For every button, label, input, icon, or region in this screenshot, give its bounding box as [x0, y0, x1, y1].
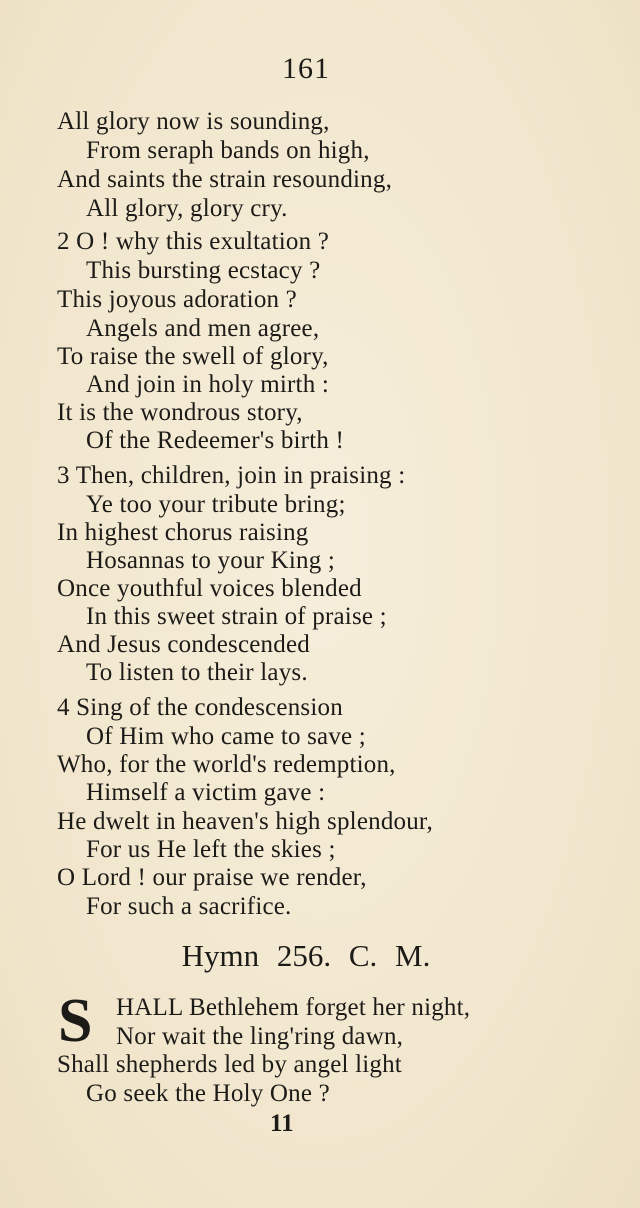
verse-line: All glory, glory cry.	[86, 195, 288, 222]
verse-line: For such a sacrifice.	[86, 893, 292, 920]
verse-line: To raise the swell of glory,	[57, 343, 329, 370]
hymn-title: Hymn 256. C. M.	[181, 938, 431, 973]
verse-line: And join in holy mirth :	[86, 371, 329, 398]
verse-line: This bursting ecstacy ?	[86, 257, 321, 284]
drop-cap: S	[58, 987, 93, 1055]
verse-line: Go seek the Holy One ?	[86, 1080, 330, 1107]
verse-line: Hosannas to your King ;	[86, 547, 336, 574]
verse-line: And saints the strain resounding,	[57, 166, 393, 193]
verse-line: This joyous adoration ?	[57, 286, 297, 313]
verse-line: Once youthful voices blended	[57, 575, 362, 602]
verse-line: And Jesus condescended	[57, 631, 310, 658]
verse-line: Shall shepherds led by angel light	[57, 1051, 402, 1078]
signature-mark: 11	[270, 1110, 294, 1137]
stanza-4-first-line: 4 Sing of the condescension	[57, 694, 343, 721]
verse-line: All glory now is sounding,	[57, 108, 330, 135]
verse-line: He dwelt in heaven's high splendour,	[57, 808, 433, 835]
stanza-2-first-line: 2 O ! why this exultation ?	[57, 228, 330, 255]
verse-line: In this sweet strain of praise ;	[86, 603, 387, 630]
verse-line: Himself a victim gave :	[86, 779, 326, 806]
verse-line: O Lord ! our praise we render,	[57, 864, 367, 891]
verse-line: HALL Bethlehem forget her night,	[116, 994, 471, 1021]
verse-line: Nor wait the ling'ring dawn,	[116, 1023, 404, 1050]
page-number: 161	[282, 52, 330, 85]
verse-line: From seraph bands on high,	[86, 137, 370, 164]
verse-line: To listen to their lays.	[86, 659, 308, 686]
verse-line: Of the Redeemer's birth !	[86, 427, 345, 454]
verse-line: It is the wondrous story,	[57, 399, 303, 426]
stanza-3-first-line: 3 Then, children, join in praising :	[57, 462, 406, 489]
verse-line: Of Him who came to save ;	[86, 723, 366, 750]
verse-line: For us He left the skies ;	[86, 836, 336, 863]
verse-line: Angels and men agree,	[86, 315, 320, 342]
verse-line: Ye too your tribute bring;	[86, 491, 346, 518]
verse-line: In highest chorus raising	[57, 519, 309, 546]
verse-line: Who, for the world's redemption,	[57, 751, 396, 778]
